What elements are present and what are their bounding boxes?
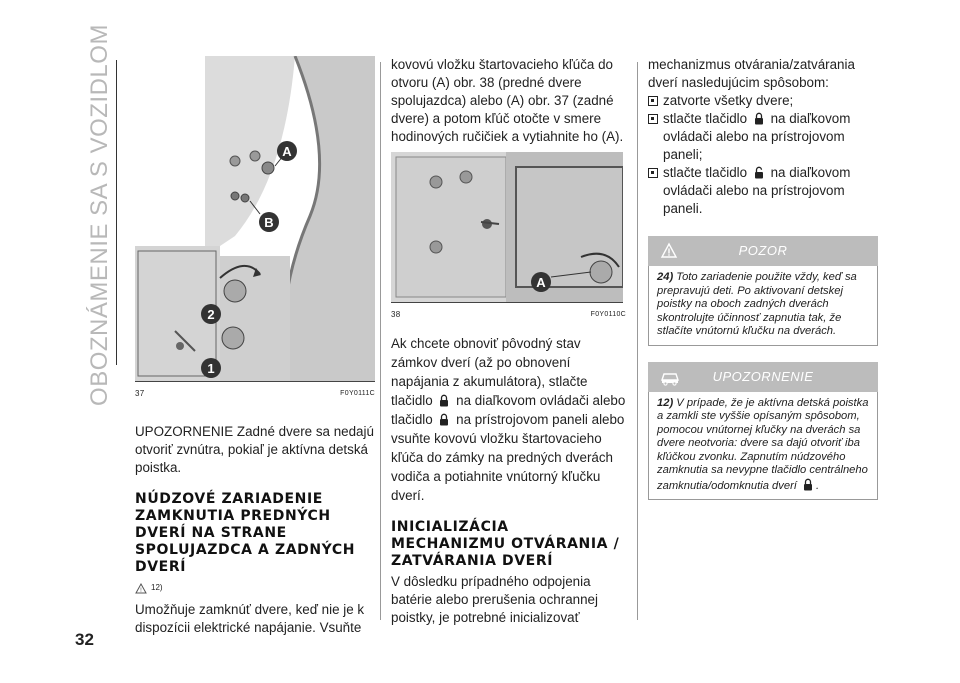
figure-number: 38	[391, 310, 401, 319]
bullet-icon	[648, 168, 658, 178]
warning-icon	[660, 242, 678, 260]
figure-label-b: B	[264, 215, 274, 230]
chapter-title-text: OBOZNÁMENIE SA S VOZIDLOM	[86, 24, 113, 406]
figure-code: F0Y0110C	[590, 311, 626, 318]
body-text: Umožňuje zamknúť dvere, keď nie je k dispozícii elektrické napájanie. Vsuňte	[135, 602, 365, 635]
chapter-side-title	[82, 24, 118, 406]
list-item-text-pre: stlačte tlačidlo	[663, 111, 748, 126]
rear-door-lock-illustration	[135, 56, 375, 381]
body-text: na diaľkovom ovládači alebo tlačidlo	[391, 393, 626, 427]
lock-icon	[439, 413, 449, 426]
upozornenie-title: UPOZORNENIE	[712, 368, 814, 384]
side-divider	[116, 60, 117, 365]
upozornenie-tail: .	[816, 479, 820, 492]
upozornenie-box	[648, 362, 878, 501]
figure-caption	[135, 385, 375, 403]
warning-icon	[135, 583, 147, 594]
figure-caption	[391, 306, 626, 324]
upozornenie-text: V prípade, že je aktívna detská poistka a zamkli ste vyššie opísaným spôsobom, pomocou vnútornej kľučky na dverách sa dvere neotvoria: dvere sa dajú otvoriť iba kľúčkou zvonku. Zapnutím núdzového zamknutia sa nevypne tlačidlo centrálneho zamknutia/odomknutia dverí	[657, 396, 869, 492]
pozor-body	[648, 266, 878, 346]
column-3	[648, 56, 878, 500]
body-text: kovovú vložku štartovacieho kľúča do otvoru (A) obr. 38 (predné dvere spolujazdca) alebo (A) obr. 37 (zadné dvere) a potom kľúč otočte v smere hodinových ručičiek a vytiahnite ho (A).	[391, 57, 624, 144]
bullet-icon	[648, 114, 658, 124]
pozor-text: Toto zariadenie použite vždy, keď sa prepravujú deti. Po aktivovaní detskej poistky na oboch zadných dverách skontrolujte účinnosť zapnutia tak, že stlačíte vnútornú kľučku na dverách.	[657, 271, 857, 337]
list-item	[648, 164, 878, 218]
front-door-lock-illustration	[391, 152, 623, 302]
list-item-text: zatvorte všetky dvere;	[663, 93, 794, 108]
list-item-text-post: na diaľkovom ovládači alebo na prístrojovom paneli;	[663, 111, 851, 162]
section-heading: INICIALIZÁCIA MECHANIZMU OTVÁRANIA / ZATVÁRANIA DVERÍ	[391, 519, 620, 569]
column-1	[135, 56, 375, 637]
figure-label-2: 2	[207, 307, 215, 322]
list-item-text-pre: stlačte tlačidlo	[663, 165, 748, 180]
list-item	[648, 110, 878, 164]
column-2	[391, 56, 626, 627]
child-lock-note: UPOZORNENIE Zadné dvere sa nedajú otvoriť zvnútra, pokiaľ je aktívna detská poistka.	[135, 424, 374, 475]
figure-number: 37	[135, 389, 145, 398]
lock-icon	[754, 112, 764, 125]
list-item-text	[663, 110, 878, 164]
upozornenie-body	[648, 392, 878, 501]
bullet-icon	[648, 96, 658, 106]
figure-label-1: 1	[207, 361, 215, 376]
warning-reference	[135, 579, 375, 597]
figure-label-a: A	[536, 275, 546, 290]
body-text: V dôsledku prípadného odpojenia batérie alebo prerušenia ochrannej poistky, je potrebné inicializovať	[391, 574, 598, 625]
pozor-box	[648, 236, 878, 346]
svg-text:!: !	[140, 587, 142, 594]
list-item-text	[663, 164, 878, 218]
list-item-text-post: na diaľkovom ovládači alebo na prístrojovom paneli.	[663, 165, 851, 216]
unlock-icon	[754, 166, 764, 179]
body-text: na prístrojovom paneli alebo vsuňte kovovú vložku štartovacieho kľúča do zámky na predných dverách vodiča a potiahnite vnútorný kľučku dverí.	[391, 412, 625, 503]
list-item	[648, 92, 878, 110]
lock-icon	[803, 478, 813, 491]
pozor-number: 24)	[657, 271, 674, 283]
warning-ref-number: 12)	[151, 583, 163, 592]
car-icon	[660, 368, 680, 386]
figure-37	[135, 56, 375, 382]
page-number: 32	[75, 630, 94, 649]
lock-icon	[439, 394, 449, 407]
section-heading: NÚDZOVÉ ZARIADENIE ZAMKNUTIA PREDNÝCH DVERÍ NA STRANE SPOLUJAZDCA A ZADNÝCH DVERÍ	[135, 491, 356, 575]
body-text: mechanizmus otvárania/zatvárania dverí nasledujúcim spôsobom:	[648, 57, 855, 90]
upozornenie-header	[648, 362, 878, 392]
figure-label-a: A	[282, 144, 292, 159]
figure-code: F0Y0111C	[340, 390, 375, 397]
pozor-header	[648, 236, 878, 266]
column-divider	[380, 62, 381, 620]
upozornenie-number: 12)	[657, 396, 674, 409]
body-text: Ak chcete obnoviť pôvodný stav zámkov dverí (až po obnovení napájania z akumulátora), stlačte tlačidlo	[391, 336, 588, 408]
pozor-title: POZOR	[738, 243, 788, 258]
column-divider	[637, 62, 638, 620]
restore-lock-text	[391, 334, 626, 505]
figure-38	[391, 152, 623, 303]
